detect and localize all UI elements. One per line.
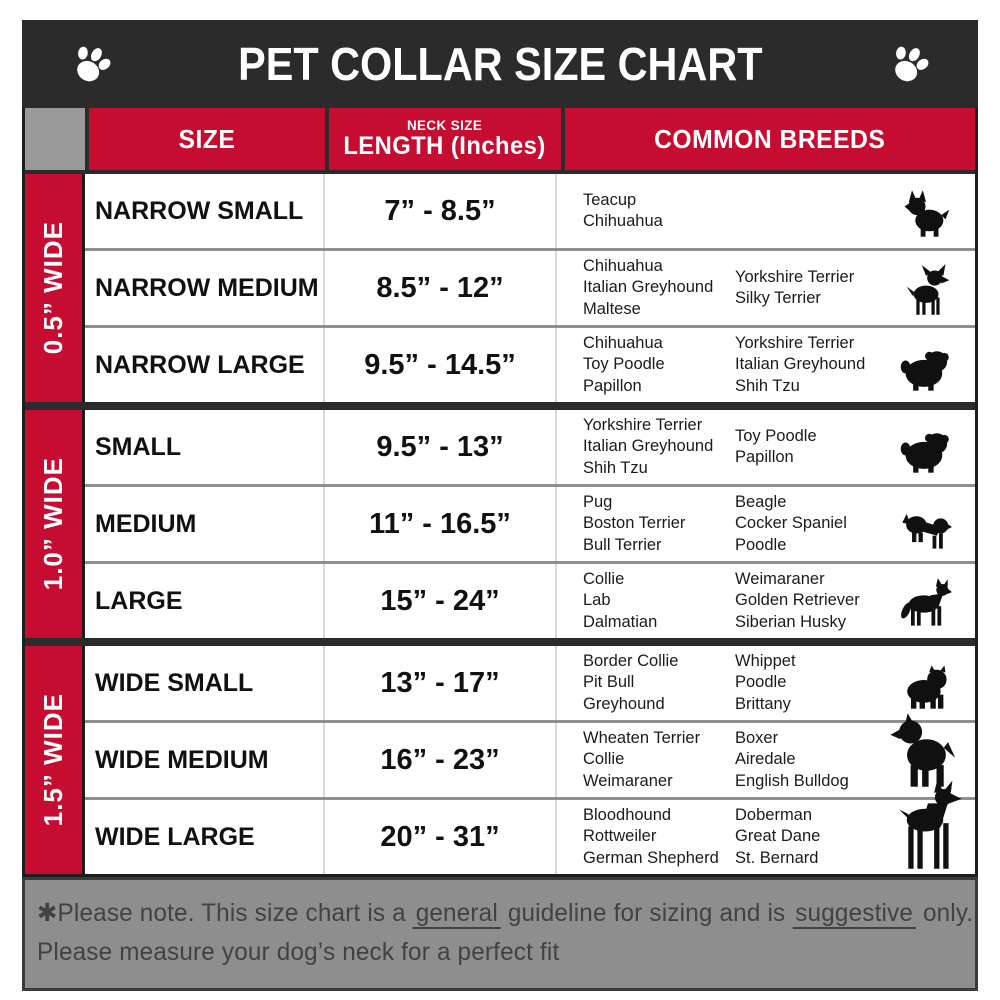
asterisk: ✱ xyxy=(37,899,58,927)
table-header-row xyxy=(25,108,975,174)
neck-size-cell: 11” - 16.5” xyxy=(325,487,557,561)
breed-name: Golden Retriever xyxy=(735,591,860,610)
breed-name: Boxer xyxy=(735,729,779,748)
breed-name: Siberian Husky xyxy=(735,612,846,631)
title-band xyxy=(22,20,978,108)
breed-name: Chihuahua xyxy=(583,257,663,276)
breeds-column-2 xyxy=(735,805,887,868)
breed-name: Greyhound xyxy=(583,694,665,713)
neck-size-cell: 7” - 8.5” xyxy=(325,174,557,248)
size-group xyxy=(25,174,975,402)
size-group xyxy=(25,638,975,874)
corner-cell xyxy=(25,108,85,170)
table-row xyxy=(85,174,975,248)
breed-name: Chihuahua xyxy=(583,212,663,230)
breed-name: Bull Terrier xyxy=(583,535,662,554)
doberman-icon xyxy=(887,807,963,867)
breed-name: Shih Tzu xyxy=(583,458,648,477)
size-cell: WIDE LARGE xyxy=(85,800,325,874)
breeds-cell xyxy=(557,800,975,874)
table-row xyxy=(85,248,975,325)
size-cell: NARROW SMALL xyxy=(85,174,325,248)
breed-name: Wheaten Terrier xyxy=(583,729,701,748)
breeds-cell xyxy=(557,564,975,638)
neck-size-cell: 15” - 24” xyxy=(325,564,557,638)
breed-name: Dalmatian xyxy=(583,612,658,631)
width-label: 1.0” WIDE xyxy=(38,457,68,591)
breeds-cell xyxy=(557,328,975,402)
breed-name: St. Bernard xyxy=(735,848,819,867)
breeds-column-1 xyxy=(583,492,735,555)
pekingese-icon xyxy=(887,335,963,395)
table-row xyxy=(85,561,975,638)
size-cell: MEDIUM xyxy=(85,487,325,561)
table-row xyxy=(85,646,975,720)
breeds-column-1 xyxy=(583,651,735,714)
breeds-cell xyxy=(557,174,975,248)
breed-name: Rottweiler xyxy=(583,827,657,846)
size-cell: WIDE SMALL xyxy=(85,646,325,720)
breed-name: Boston Terrier xyxy=(583,514,686,533)
bulldog-icon xyxy=(887,653,963,713)
beagle-icon xyxy=(887,494,963,554)
breed-name: Great Dane xyxy=(735,827,821,846)
breed-name: Yorkshire Terrier xyxy=(735,334,855,353)
breeds-column-1 xyxy=(583,569,735,632)
size-cell: NARROW MEDIUM xyxy=(85,251,325,325)
breed-name: Cocker Spaniel xyxy=(735,514,847,533)
header-cell-size xyxy=(89,108,325,170)
table-row xyxy=(85,410,975,484)
paw-icon xyxy=(64,37,118,91)
breed-name: Maltese xyxy=(583,299,641,318)
neck-size-cell: 16” - 23” xyxy=(325,723,557,797)
breed-name: Shih Tzu xyxy=(735,376,800,395)
breed-name: Collie xyxy=(583,750,625,769)
breed-name: Italian Greyhound xyxy=(583,278,714,297)
group-rows xyxy=(85,646,975,874)
size-cell: NARROW LARGE xyxy=(85,328,325,402)
breeds-column-1 xyxy=(583,805,735,868)
breed-name: Airedale xyxy=(735,750,796,769)
breeds-column-2 xyxy=(735,651,887,714)
breed-name: Italian Greyhound xyxy=(583,437,714,456)
group-rows xyxy=(85,410,975,638)
breeds-column-2 xyxy=(735,728,887,791)
size-group xyxy=(25,402,975,638)
underlined-word: suggestive xyxy=(792,899,916,929)
breed-name: Brittany xyxy=(735,694,791,713)
breeds-cell xyxy=(557,487,975,561)
breed-name: Pug xyxy=(583,493,613,512)
width-label-bar xyxy=(25,174,85,402)
size-cell: LARGE xyxy=(85,564,325,638)
breed-name: Lab xyxy=(583,591,611,610)
breed-name: Chihuahua xyxy=(583,334,663,353)
breed-name: Poodle xyxy=(735,673,787,692)
pekingese-icon xyxy=(887,417,963,477)
breed-name: Pit Bull xyxy=(583,673,635,692)
neck-size-cell: 9.5” - 13” xyxy=(325,410,557,484)
footnote-line-1: ✱Please note. This size chart is a general guideline for sizing and is suggestive only. xyxy=(37,899,974,927)
width-label-bar xyxy=(25,646,85,874)
breeds-column-header: COMMON BREEDS xyxy=(654,123,886,154)
breed-name: English Bulldog xyxy=(735,771,849,790)
breeds-cell xyxy=(557,410,975,484)
size-chart-table xyxy=(22,108,978,877)
breeds-cell xyxy=(557,251,975,325)
neck-size-header-main: LENGTH (Inches) xyxy=(343,131,547,160)
size-cell: WIDE MEDIUM xyxy=(85,723,325,797)
breeds-column-1 xyxy=(583,415,735,478)
neck-size-cell: 8.5” - 12” xyxy=(325,251,557,325)
breeds-column-2 xyxy=(735,267,887,309)
breeds-column-2 xyxy=(735,426,887,468)
chihuahua-icon xyxy=(887,258,963,318)
breed-name: Weimaraner xyxy=(583,771,673,790)
breed-name: Poodle xyxy=(735,535,787,554)
breeds-column-1 xyxy=(583,190,735,232)
breed-name: Doberman xyxy=(735,806,813,825)
underlined-word: general xyxy=(413,899,501,929)
breed-name: Border Collie xyxy=(583,652,679,671)
neck-size-cell: 20” - 31” xyxy=(325,800,557,874)
width-label: 0.5” WIDE xyxy=(38,221,68,355)
neck-size-header-top: NECK SIZE xyxy=(407,116,483,133)
size-cell: SMALL xyxy=(85,410,325,484)
header-cell-neck-size xyxy=(329,108,561,170)
breed-name: Toy Poodle xyxy=(735,426,817,445)
breed-name: Silky Terrier xyxy=(735,289,821,307)
width-label-bar xyxy=(25,410,85,638)
breed-name: Collie xyxy=(583,570,625,589)
breed-name: Papillon xyxy=(583,376,642,395)
footnote xyxy=(22,877,978,991)
breed-name: Toy Poodle xyxy=(583,355,665,374)
breeds-column-1 xyxy=(583,728,735,791)
group-rows xyxy=(85,174,975,402)
neck-size-cell: 13” - 17” xyxy=(325,646,557,720)
footnote-line-2: Please measure your dog’s neck for a perfect fit xyxy=(37,937,560,966)
table-row xyxy=(85,720,975,797)
breed-name: Yorkshire Terrier xyxy=(583,416,703,435)
breed-name: Bloodhound xyxy=(583,806,672,825)
breeds-column-2 xyxy=(735,492,887,555)
paw-icon xyxy=(882,37,936,91)
table-row xyxy=(85,797,975,874)
breed-name: Weimaraner xyxy=(735,570,825,589)
page-title: PET COLLAR SIZE CHART xyxy=(237,38,763,90)
breeds-column-2 xyxy=(735,569,887,632)
size-column-header: SIZE xyxy=(178,123,236,154)
breed-name: Papillon xyxy=(735,448,794,466)
breed-name: German Shepherd xyxy=(583,848,719,867)
width-label: 1.5” WIDE xyxy=(38,693,68,827)
breed-name: Italian Greyhound xyxy=(735,355,866,374)
size-groups xyxy=(25,174,975,874)
breeds-column-1 xyxy=(583,256,735,319)
breed-name: Teacup xyxy=(583,190,637,209)
shepherd-icon xyxy=(887,571,963,631)
yorkie-icon xyxy=(887,181,963,241)
breed-name: Whippet xyxy=(735,652,796,671)
table-row xyxy=(85,484,975,561)
table-row xyxy=(85,325,975,402)
neck-size-cell: 9.5” - 14.5” xyxy=(325,328,557,402)
breed-name: Yorkshire Terrier xyxy=(735,267,855,286)
breed-name: Beagle xyxy=(735,493,787,512)
header-cell-common-breeds xyxy=(565,108,975,170)
breeds-column-1 xyxy=(583,333,735,396)
breeds-column-2 xyxy=(735,333,887,396)
